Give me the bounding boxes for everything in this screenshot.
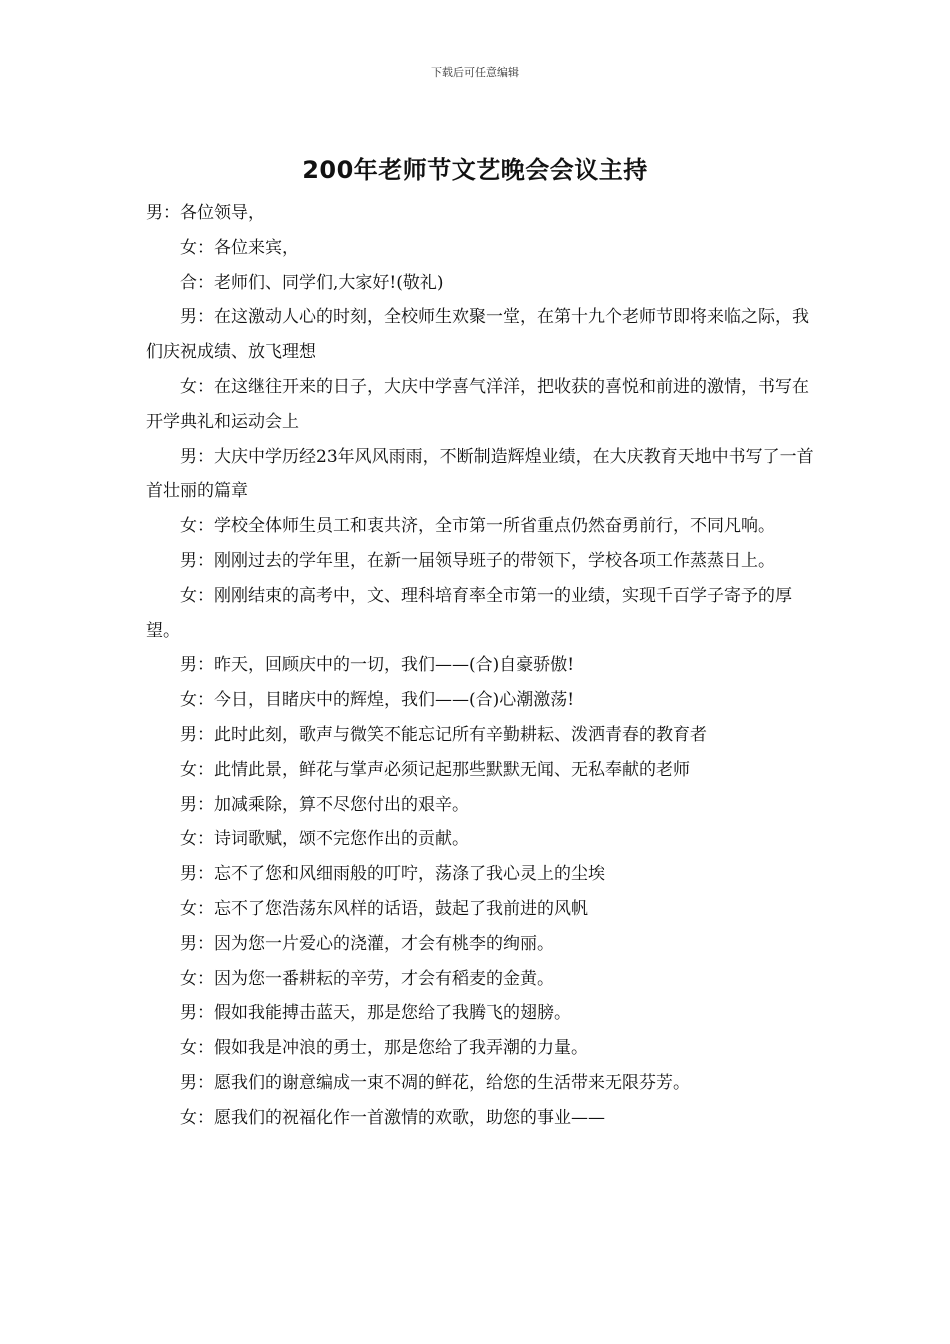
paragraph: 合：老师们、同学们,大家好!(敬礼) <box>180 272 444 293</box>
paragraph: 男：忘不了您和风细雨般的叮咛，荡涤了我心灵上的尘埃 <box>180 864 605 885</box>
document-body <box>146 196 822 1136</box>
paragraph: 女：诗词歌赋，颂不完您作出的贡献。 <box>180 829 469 850</box>
paragraph: 男：假如我能搏击蓝天，那是您给了我腾飞的翅膀。 <box>180 1003 571 1024</box>
paragraph: 女：此情此景，鲜花与掌声必须记起那些默默无闻、无私奉献的老师 <box>180 759 690 780</box>
paragraph: 女：各位来宾， <box>180 237 299 258</box>
paragraph: 男：愿我们的谢意编成一束不凋的鲜花，给您的生活带来无限芬芳。 <box>180 1072 690 1093</box>
paragraph: 男：刚刚过去的学年里，在新一届领导班子的带领下，学校各项工作蒸蒸日上。 <box>180 550 775 571</box>
paragraph: 男：此时此刻，歌声与微笑不能忘记所有辛勤耕耘、泼洒青春的教育者 <box>180 724 707 745</box>
paragraph: 男：大庆中学历经23年风风雨雨，不断制造辉煌业绩，在大庆教育天地中书写了一首首壮丽的篇章 <box>146 446 814 502</box>
paragraph: 男：各位领导， <box>146 203 265 223</box>
paragraph: 男：因为您一片爱心的浇灌，才会有桃李的绚丽。 <box>180 933 554 954</box>
paragraph: 女：愿我们的祝福化作一首激情的欢歌，助您的事业—— <box>180 1107 605 1128</box>
paragraph: 女：忘不了您浩荡东风样的话语，鼓起了我前进的风帆 <box>180 898 588 919</box>
paragraph: 女：今日，目睹庆中的辉煌，我们——(合)心潮激荡! <box>180 690 575 711</box>
paragraph: 男：在这激动人心的时刻，全校师生欢聚一堂，在第十九个老师节即将来临之际，我们庆祝成绩、放飞理想 <box>146 307 809 363</box>
document-title: 200年老师节文艺晚会会议主持 <box>302 156 648 184</box>
paragraph: 女：在这继往开来的日子，大庆中学喜气洋洋，把收获的喜悦和前进的激情，书写在开学典礼和运动会上 <box>146 376 809 432</box>
header-note: 下载后可任意编辑 <box>431 66 519 79</box>
paragraph: 女：刚刚结束的高考中，文、理科培育率全市第一的业绩，实现千百学子寄予的厚望。 <box>146 585 792 641</box>
paragraph: 女：假如我是冲浪的勇士，那是您给了我弄潮的力量。 <box>180 1038 588 1059</box>
paragraph: 女：学校全体师生员工和衷共济，全市第一所省重点仍然奋勇前行，不同凡响。 <box>180 516 775 537</box>
paragraph: 女：因为您一番耕耘的辛劳，才会有稻麦的金黄。 <box>180 968 554 989</box>
paragraph: 男：昨天，回顾庆中的一切，我们——(合)自豪骄傲! <box>180 655 575 676</box>
paragraph: 男：加减乘除，算不尽您付出的艰辛。 <box>180 794 469 815</box>
